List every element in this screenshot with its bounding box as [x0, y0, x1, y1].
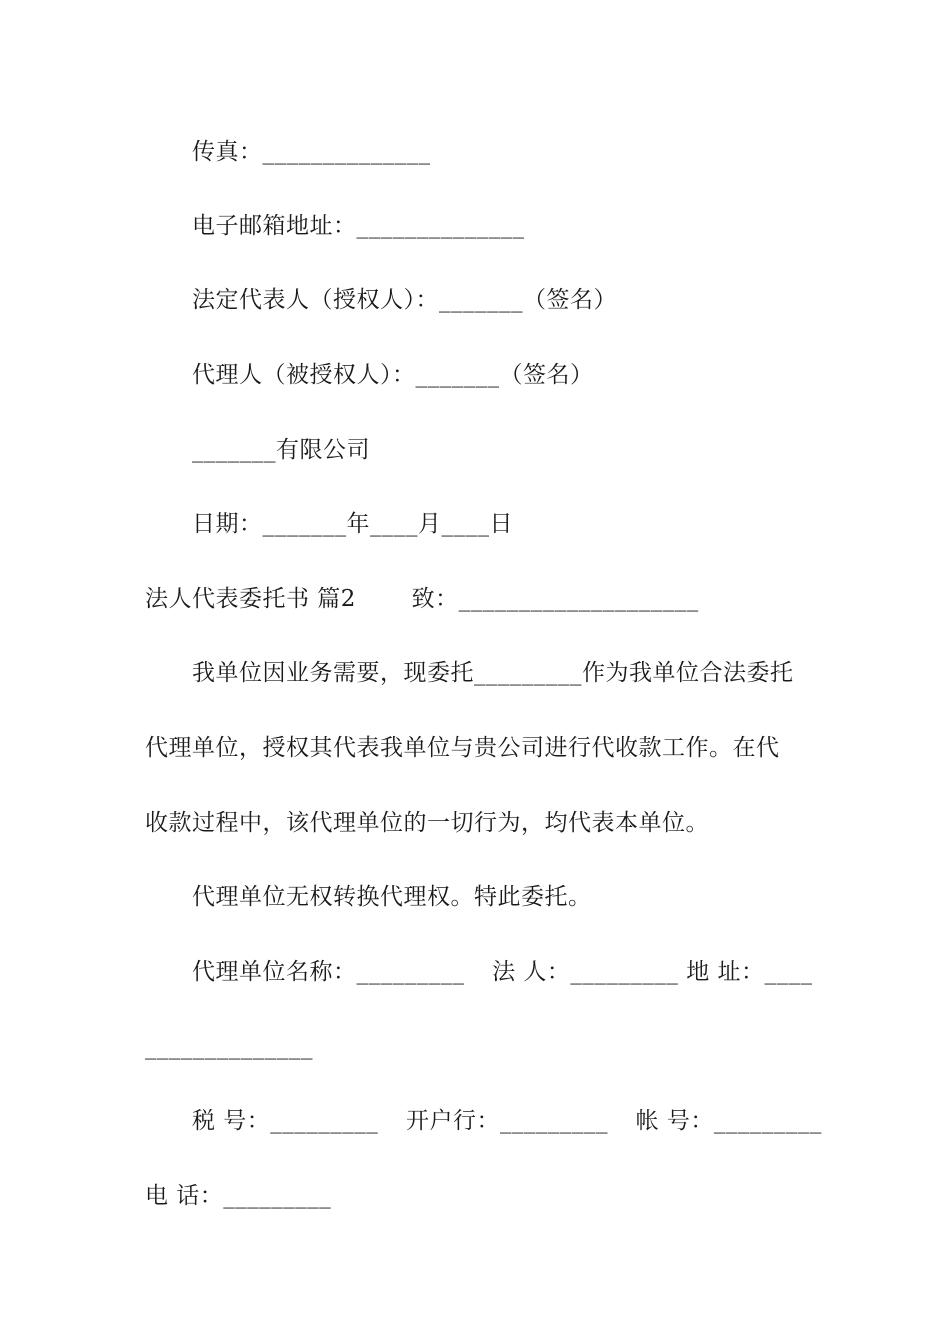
agent-info-row — [192, 957, 813, 987]
paragraph-1-line-1: 我单位因业务需要，现委托_________作为我单位合法委托 — [192, 660, 794, 686]
address-continuation: ______________ — [145, 1034, 313, 1060]
fax-line: 传真：______________ — [192, 139, 431, 165]
paragraph-2: 代理单位无权转换代理权。特此委托。 — [192, 884, 592, 910]
legal-person: 法 人：_________ — [492, 959, 679, 985]
date-line: 日期：_______年____月____日 — [192, 511, 513, 537]
bank-info-row — [192, 1106, 822, 1136]
agent-unit-name: 代理单位名称：_________ — [192, 959, 465, 985]
to-line: 致：____________________ — [411, 586, 699, 612]
email-line: 电子邮箱地址：______________ — [192, 213, 525, 239]
agent-line: 代理人（被授权人）：_______（签名） — [192, 362, 594, 388]
phone-line: 电 话：_________ — [145, 1183, 332, 1209]
address-label: 地 址：____ — [686, 959, 813, 985]
paragraph-1-line-3: 收款过程中，该代理单位的一切行为，均代表本单位。 — [145, 810, 709, 836]
account-number: 帐 号：_________ — [635, 1108, 822, 1134]
paragraph-1-line-2: 代理单位，授权其代表我单位与贵公司进行代收款工作。在代 — [145, 735, 780, 761]
section-title: 法人代表委托书 篇2 — [145, 586, 356, 612]
bank-name: 开户行：_________ — [405, 1108, 608, 1134]
company-line: _______有限公司 — [192, 437, 370, 463]
legal-rep-line: 法定代表人（授权人）：_______（签名） — [192, 287, 617, 313]
tax-number: 税 号：_________ — [192, 1108, 379, 1134]
section-heading-row — [145, 584, 699, 614]
